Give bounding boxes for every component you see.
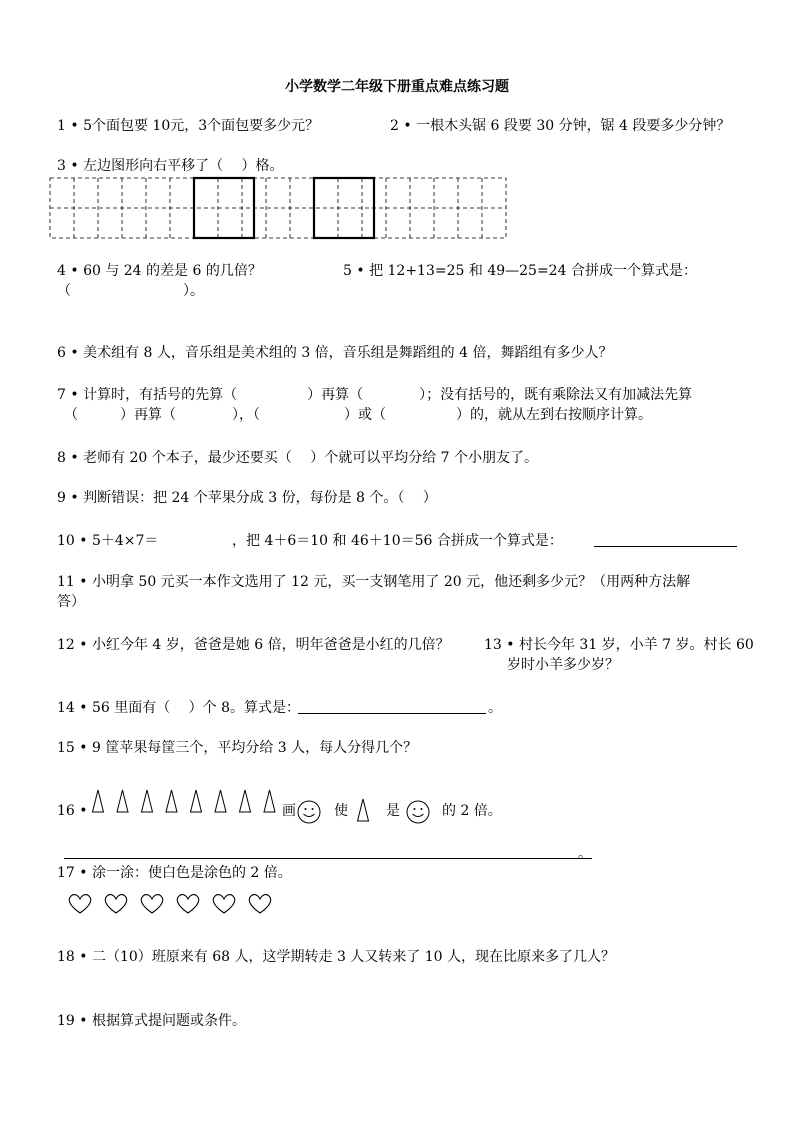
question-8: 8 • 老师有 20 个本子，最少还要买（ ）个就可以平均分给 7 个小朋友了。 [57,450,539,466]
question-13-line1: 13 • 村长今年 31 岁，小羊 7 岁。村长 60 [484,637,754,653]
question-17: 17 • 涂一涂：使白色是涂色的 2 倍。 [57,865,292,881]
question-11-line2: 答） [57,594,85,610]
answer-line [298,713,486,714]
question-1: 1 • 5个面包要 10元，3个面包要多少元？ [57,118,320,134]
question-4: 4 • 60 与 24 的差是 6 的几倍？ [57,263,262,279]
question-13-line2: 岁时小羊多少岁？ [507,657,619,673]
question-3: 3 • 左边图形向右平移了（ ）格。 [57,158,284,174]
question-16-make: 使 [334,803,348,819]
page-title: 小学数学二年级下册重点难点练习题 [285,79,509,95]
smiley-face-icon [297,800,321,824]
heart-outline-icon[interactable] [249,895,270,913]
question-19: 19 • 根据算式提问题或条件。 [57,1013,246,1029]
question-9: 9 • 判断错误：把 24 个苹果分成 3 份，每份是 8 个。（ ） [57,490,437,506]
question-16-end: 。 [578,846,592,862]
question-5-line2: （ ）。 [57,283,204,299]
question-7-line1: 7 • 计算时，有括号的先算（ ）再算（ ）；没有括号的，既有乘除法又有加减法先算 [57,387,693,403]
question-7-line2: （ ）再算（ ），（ ）或（ ）的，就从左到右按顺序计算。 [64,407,652,423]
triangle-row [90,789,280,815]
answer-line [594,546,737,547]
question-14: 14 • 56 里面有（ ）个 8。算式是： [57,700,301,716]
question-16-is: 是 [386,803,400,819]
question-5-line1: 5 • 把 12+13=25 和 49—25=24 合拼成一个算式是： [343,263,697,279]
triangle-icon [191,790,202,812]
question-12: 12 • 小红今年 4 岁，爸爸是她 6 倍，明年爸爸是小红的几倍？ [57,637,450,653]
question-18: 18 • 二（10）班原来有 68 人，这学期转走 3 人又转来了 10 人，现在比原来多了几人？ [57,949,616,965]
triangle-icon [117,790,128,812]
triangle-icon [93,790,104,812]
question-10-combine: ，把 4＋6＝10 和 46＋10＝56 合拼成一个算式是： [232,533,563,549]
triangle-icon [264,790,275,812]
triangle-icon [215,790,226,812]
triangle-icon [240,790,251,812]
question-10-expression: 10 • 5＋4×7＝ [57,533,159,549]
question-16-times: 的 2 倍。 [442,803,502,819]
heart-outline-icon[interactable] [213,895,234,913]
question-15: 15 • 9 筐苹果每筐三个，平均分给 3 人，每人分得几个？ [57,740,418,756]
question-16-number: 16 • [57,803,88,819]
triangle-icon [356,798,370,822]
smiley-face-icon [406,800,430,824]
heart-row [66,892,286,916]
question-2: 2 • 一根木头锯 6 段要 30 分钟，锯 4 段要多少分钟？ [390,118,731,134]
heart-outline-icon[interactable] [141,895,162,913]
translation-grid [48,176,528,240]
answer-line [64,858,592,859]
heart-outline-icon[interactable] [177,895,198,913]
question-11-line1: 11 • 小明拿 50 元买一本作文选用了 12 元，买一支钢笔用了 20 元，他还剩多少元？（用两种方法解 [57,574,691,590]
question-14-period: 。 [488,700,502,716]
question-16-draw: 画 [282,803,296,819]
triangle-icon [166,790,177,812]
question-6: 6 • 美术组有 8 人，音乐组是美术组的 3 倍，音乐组是舞蹈组的 4 倍，舞蹈组有多少人？ [57,345,613,361]
heart-outline-icon[interactable] [105,895,126,913]
triangle-icon [142,790,153,812]
heart-outline-icon[interactable] [69,895,90,913]
square-shape [194,178,254,238]
